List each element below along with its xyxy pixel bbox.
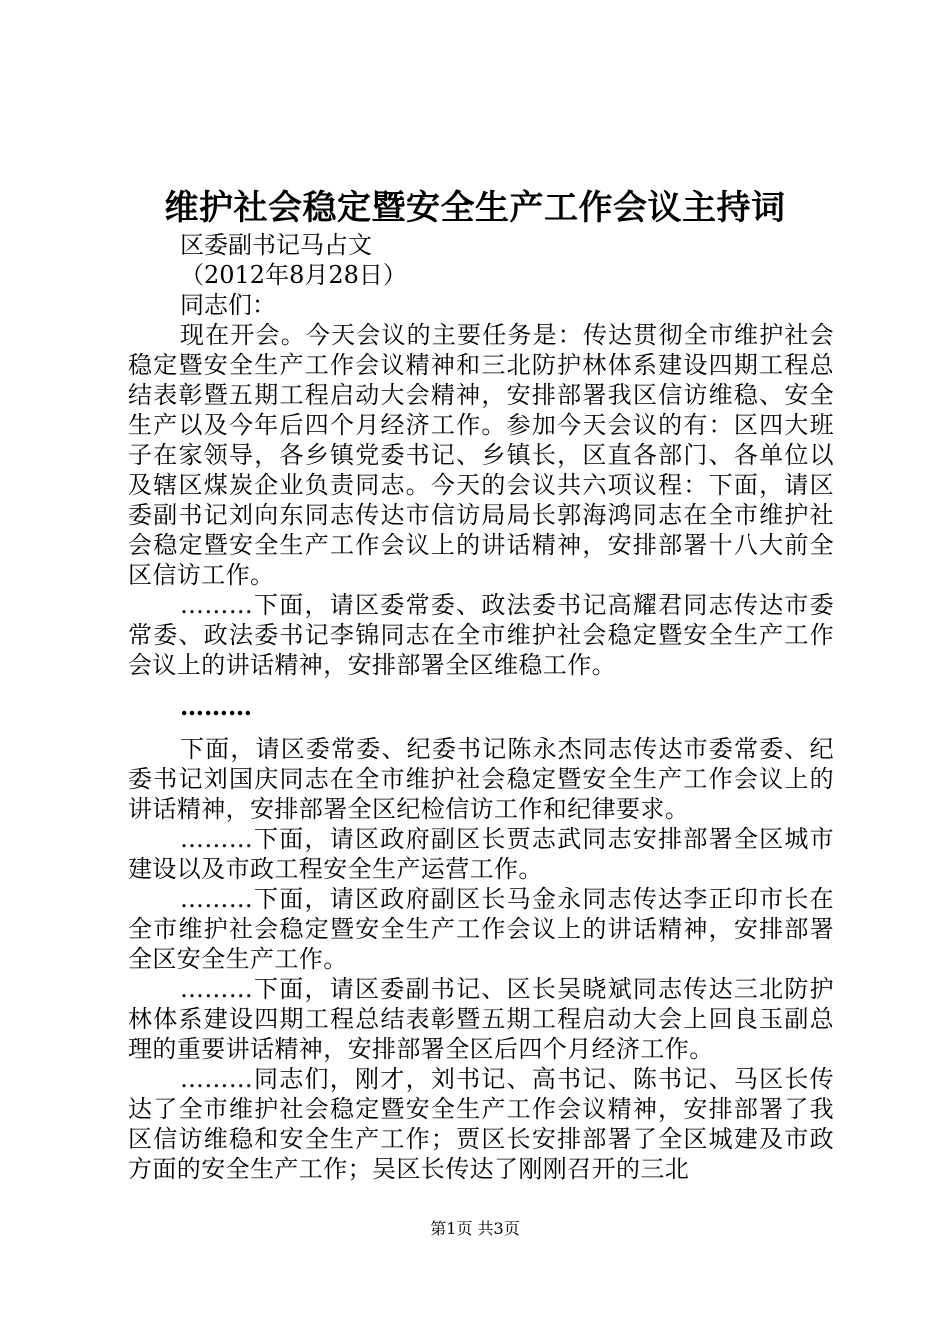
- document-body: [128, 230, 834, 1184]
- separator-dots: ………: [180, 692, 252, 721]
- page-footer: 第1页 共3页: [430, 1219, 520, 1238]
- date-line: （2012年8月28日）: [180, 261, 407, 289]
- paragraph-6: ………下面，请区委副书记、区长吴晓斌同志传达三北防护林体系建设四期工程总结表彰暨五期工程启动大会上回良玉副总理的重要讲话精神，安排部署全区后四个月经济工作。: [128, 975, 834, 1063]
- paragraph-2: ………下面，请区委常委、政法委书记高耀君同志传达市委常委、政法委书记李锦同志在全市维护社会稳定暨安全生产工作会议上的讲话精神，安排部署全区维稳工作。: [128, 591, 834, 679]
- paragraph-7: ………同志们，刚才，刘书记、高书记、陈书记、马区长传达了全市维护社会稳定暨安全生产工作会议精神，安排部署了我区信访维稳和安全生产工作；贾区长安排部署了全区城建及市政方面的安全生产工作；吴区长传达了刚刚召开的三北: [128, 1065, 834, 1183]
- salutation: 同志们：: [180, 291, 276, 319]
- speaker-line: 区委副书记马占文: [180, 231, 372, 259]
- paragraph-5: ………下面，请区政府副区长马金永同志传达李正印市长在全市维护社会稳定暨安全生产工作会议上的讲话精神，安排部署全区安全生产工作。: [128, 885, 834, 973]
- paragraph-3: 下面，请区委常委、纪委书记陈永杰同志传达市委常委、纪委书记刘国庆同志在全市维护社会稳定暨安全生产工作会议上的讲话精神，安排部署全区纪检信访工作和纪律要求。: [128, 735, 834, 823]
- paragraph-4: ………下面，请区政府副区长贾志武同志安排部署全区城市建设以及市政工程安全生产运营工作。: [128, 825, 834, 883]
- paragraph-1: 现在开会。今天会议的主要任务是：传达贯彻全市维护社会稳定暨安全生产工作会议精神和三北防护林体系建设四期工程总结表彰暨五期工程启动大会精神，安排部署我区信访维稳、安全生产以及今年后四个月经济工作。参加今天会议的有：区四大班子在家领导，各乡镇党委书记、乡镇长，区直各部门、各单位以及辖区煤炭企业负责同志。今天的会议共六项议程：下面，请区委副书记刘向东同志传达市信访局局长郭海鸿同志在全市维护社会稳定暨安全生产工作会议上的讲话精神，安排部署十八大前全区信访工作。: [128, 321, 834, 589]
- document-title: 维护社会稳定暨安全生产工作会议主持词: [164, 188, 786, 228]
